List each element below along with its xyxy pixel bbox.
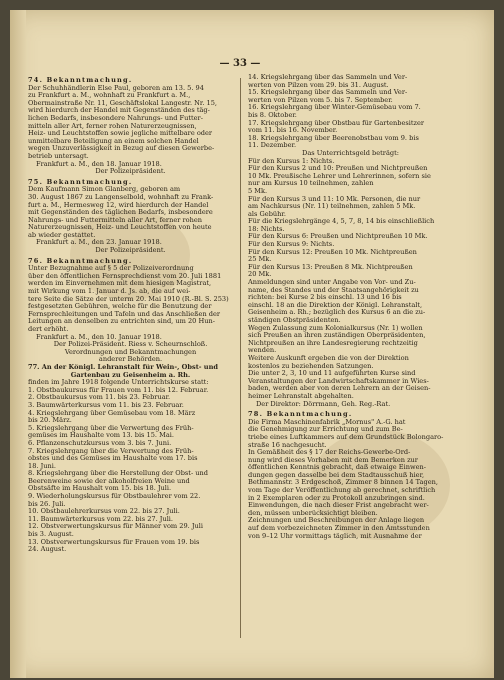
text-line: 12. Obstverwertungskursus für Männer vom 29. Juli (28, 523, 203, 531)
text-line: 1. Obstbaukursus für Frauen vom 11. bis 12. Februar. (28, 386, 209, 394)
text-line: Obermainstraße Nr. 11, Geschäftslokal Langestr. Nr. 15, (28, 99, 218, 107)
text-line: 25 Mk. (248, 256, 272, 264)
text-line: Für den Kursus 13: Preußen 8 Mk. Nichtpreußen (248, 263, 413, 271)
text-line: Frankfurt a. M., den 10. Januar 1918. (36, 333, 162, 341)
text-line: 18: Nichts. (248, 225, 285, 233)
text-line: triebe eines Luftkammers auf dem Grundstück Bolongaro- (248, 433, 444, 441)
text-line: werten von Pilzen vom 29. bis 31. August. (248, 81, 389, 89)
text-line: am Nachkursus (Nr. 11) teilnehmen, zahlen 5 Mk. (248, 203, 416, 211)
text-line: Veranstaltungen der Landwirtschaftskammer in Wies- (248, 377, 429, 385)
text-line: Der Direktor: Dörrmann, Geh. Reg.-Rat. (256, 400, 391, 408)
text-line: 11. Baumwärterkursus vom 22. bis 27. Juli. (28, 515, 174, 523)
section-heading: 76. Bekanntmachung. (28, 257, 133, 265)
text-line: Die Firma Maschinenfabrik „Mornus" A.-G. hat (248, 418, 406, 426)
text-line: 10 Mk. Preußische Lehrer und Lehrerinnen, sofern sie (248, 172, 431, 180)
text-line: gemüses im Haushalte vom 13. bis 15. Mai. (28, 432, 174, 440)
text-line: Der Polizeipräsident. (95, 168, 166, 176)
text-line: Für den Kursus 3 und 11: 10 Mk. Personen, die nur (248, 195, 421, 203)
text-line: Für den Kursus 12: Preußen 10 Mk. Nichtpreußen (248, 248, 417, 256)
text-line: die Genehmigung zur Errichtung und zum Be- (248, 426, 403, 434)
text-line: öffentlichen Kenntnis gebracht, daß etwaige Einwen- (248, 464, 426, 472)
page-number: — 33 — (219, 58, 261, 69)
text-line: 10. Obstbaulehrerkursus vom 22. bis 27. Juli. (28, 508, 180, 516)
text-line: Für den Kursus 9: Nichts. (248, 241, 335, 249)
text-line: richten: bei Kurse 2 bis einschl. 13 und 16 bis (248, 294, 402, 302)
right-column (248, 74, 453, 540)
text-line: kostenlos zu beziehenden Satzungen. (248, 362, 374, 370)
text-line: Das Unterrichtsgeld beträgt: (302, 149, 399, 157)
text-line: Weitere Auskunft ergeben die von der Direktion (248, 354, 409, 362)
text-line: 9. Wiederholungskursus für Obstbaulehrer vom 22. (28, 493, 201, 501)
text-line: 2. Obstbaukursus vom 11. bis 23. Februar. (28, 394, 171, 402)
text-line: Leitungen an denselben zu entrichten sind, um 20 Hun- (28, 318, 215, 326)
text-line: vom 11. bis 16. November. (248, 127, 338, 135)
text-line: Der Schuhhändlerin Else Paul, geboren am 13. 5. 94 (28, 84, 204, 92)
text-line: zu Frankfurt a. M., wohnhaft zu Frankfurt a. M., (28, 92, 191, 100)
text-line: nung wird dieses Vorhaben mit dem Bemerken zur (248, 456, 418, 464)
text-line: 6. Pflanzenschutzkursus vom 3. bis 7. Juni. (28, 439, 172, 447)
text-line: 77. An der Königl. Lehranstalt für Wein-, Obst- und (28, 363, 219, 371)
text-line: 5 Mk. (248, 187, 268, 195)
text-line: ständigen Obstpräsidenten. (248, 317, 341, 324)
text-line: einschl. 18 an die Direktion der Königl. Lehranstalt, (248, 301, 423, 309)
text-line: Beerenweine sowie der alkoholfreien Weine und (28, 477, 190, 485)
text-line: 15. Kriegslehrgang über das Sammeln und Ver- (248, 89, 408, 97)
text-line: Bethmannstr. 3 Erdgeschoß, Zimmer 8 binnen 14 Tagen, (248, 479, 438, 487)
text-line: name, des Standes und der Staatsangehörigkeit zu (248, 286, 419, 294)
text-line: Frankfurt a. M., den 23. Januar 1918. (36, 239, 162, 247)
text-line: Für die Kriegslehrgänge 4, 5, 7, 8, 14 bis einschließlich (248, 218, 435, 226)
column-divider (240, 78, 241, 638)
text-line: 8. Kriegslehrgang über die Herstellung der Obst- und (28, 470, 208, 478)
text-line: Unter Bezugnahme auf § 5 der Polizeiverordnung (28, 265, 194, 273)
binding-edge (10, 10, 26, 678)
text-line: Anmeldungen sind unter Angabe von Vor- und Zu- (248, 279, 416, 287)
text-line: bis 26. Juli. (28, 500, 66, 508)
text-line: Heiz- und Leuchtstoffen sowie jegliche mittelbare oder (28, 130, 213, 138)
text-line: obstes und des Gemüses im Haushalte vom 17. bis (28, 455, 198, 463)
text-line: bis 8. Oktober. (248, 111, 297, 119)
text-line: 14. Kriegslehrgang über das Sammeln und Ver- (248, 74, 408, 81)
text-line: festgesetzten Gebühren, welche für die Benutzung der (28, 303, 212, 311)
text-line: Naturerzeugnissen, Heiz- und Leuchtstoffen von heute (28, 224, 212, 232)
text-line: heimer Lehranstalt abgehalten. (248, 392, 354, 400)
text-line: 17. Kriegslehrgang über Obstbau für Gartenbesitzer (248, 119, 425, 127)
text-line: Der Polizeipräsident. (95, 247, 166, 255)
text-line: über den öffentlichen Fernsprechdienst vom 20. Juli 1881 (28, 272, 222, 280)
text-line: baden, werden aber von deren Lehrern an der Geisen- (248, 385, 431, 393)
text-line: bis 20. März. (28, 417, 72, 425)
text-line: 16. Kriegslehrgang über Winter-Gemüsebau vom 7. (248, 104, 421, 112)
text-line: Für den Kursus 6: Preußen und Nichtpreußen 10 Mk. (248, 233, 428, 241)
text-line: werden im Einvernehmen mit dem hiesigen Magistrat, (28, 280, 212, 288)
text-line: in 2 Exemplaren oder zu Protokoll anzubringen sind. (248, 494, 425, 502)
text-line: dert erhöht. (28, 326, 69, 333)
text-line: unmittelbare Beteiligung an einem solchen Handel (28, 137, 199, 145)
text-line: lichen Bedarfs, insbesondere Nahrungs- und Futter- (28, 114, 203, 122)
text-line: mit Gegenständen des täglichen Bedarfs, insbesondere (28, 209, 213, 217)
text-line: In Gemäßheit des § 17 der Reichs-Gewerbe-Ord- (248, 449, 411, 457)
text-line: Dem Kaufmann Simon Glanberg, geboren am (28, 186, 181, 194)
text-line: von 9–12 Uhr vormittags täglich, mit Ausnahme der (248, 532, 422, 540)
text-line: Für den Kursus 2 und 10: Preußen und Nichtpreußen (248, 165, 428, 173)
text-line: vom Tage der Veröffentlichung ab gerechnet, schriftlich (248, 487, 436, 495)
text-line: Für den Kursus 1: Nichts. (248, 157, 335, 165)
text-line: Nahrungs- und Futtermitteln aller Art, ferner rohen (28, 216, 202, 224)
text-line: 3. Baumwärterkursus vom 11. bis 23. Februar. (28, 401, 184, 409)
text-line: Gartenbau zu Geisenheim a. Rh. (70, 371, 191, 379)
text-line: 24. August. (28, 546, 67, 554)
text-line: finden im Jahre 1918 folgende Unterrichtskurse statt: (28, 379, 209, 387)
text-line: wird hierdurch der Handel mit Gegenständen des täg- (28, 107, 210, 115)
text-line: ab wieder gestattet. (28, 231, 96, 239)
text-line: Frankfurt a. M., den 18. Januar 1918. (36, 160, 162, 168)
text-line: dungen gegen dasselbe bei dem Stadtausschuß hier, (248, 471, 425, 479)
text-line: werten von Pilzen vom 5. bis 7. September. (248, 96, 393, 104)
text-line: 18. Kriegslehrgang über Beerenobstbau vom 9. bis (248, 134, 419, 142)
text-line: 13. Obstverwertungskursus für Frauen vom 19. bis (28, 538, 200, 546)
text-line: tere Seite die Sätze der unterm 20. Mai 1910 (R.-Bl. S. 253) (28, 295, 229, 303)
text-line: anderer Behörden. (98, 356, 163, 364)
text-line: auf dem vorbezeichneten Zimmer in den Amtsstunden (248, 525, 430, 533)
text-line: den, müssen unberücksichtigt bleiben. (248, 509, 378, 517)
text-line: Verordnungen und Bekanntmachungen (64, 348, 197, 356)
text-line: wegen Unzuverlässigkeit in Bezug auf diesen Gewerbe- (28, 145, 215, 153)
text-line: Der Polizei-Präsident. Riess v. Scheurnschloß. (53, 341, 208, 349)
text-line: 11. Dezember. (248, 142, 297, 150)
text-line: nur am Kursus 10 teilnehmen, zahlen (248, 180, 374, 188)
text-line: Fernsprechleitungen und Tafeln und das Anschließen der (28, 310, 221, 318)
document-page (10, 10, 494, 678)
text-line: Einwendungen, die nach dieser Frist angebracht wer- (248, 502, 429, 510)
text-line: 5. Kriegslehrgang über die Verwertung des Früh- (28, 424, 194, 432)
text-line: Zeichnungen und Beschreibungen der Anlage liegen (248, 517, 425, 525)
text-line: Obstsäfte im Haushalt vom 15. bis 18. Juli. (28, 485, 172, 493)
section-heading: 74. Bekanntmachung. (28, 77, 133, 84)
text-line: furt a. M., Hermesweg 12, wird hierdurch der Handel (28, 201, 209, 209)
text-line: 18. Juni. (28, 462, 56, 470)
text-line: Nichtpreußen an ihre Landesregierung rechtzeitig (248, 339, 418, 347)
text-line: 20 Mk. (248, 271, 272, 279)
left-column (28, 74, 233, 554)
text-line: Die unter 2, 3, 10 und 11 aufgeführten Kurse sind (248, 370, 416, 378)
text-line: mit Wirkung vom 1. Januar d. Js. ab, die auf wei- (28, 288, 191, 296)
text-line: als Gebühr. (248, 210, 286, 218)
text-line: 30. August 1867 zu Langenselbold, wohnhaft zu Frank- (28, 193, 214, 201)
text-line: wenden. (248, 347, 277, 355)
text-line: Geisenheim a. Rh.; bezüglich des Kursus 6 an die zu- (248, 309, 426, 317)
text-line: 4. Kriegslehrgang über Gemüsebau vom 18. März (28, 409, 196, 417)
text-line: mitteln aller Art, ferner rohen Naturerzeugnissen, (28, 122, 197, 130)
text-line: 7. Kriegslehrgang über die Verwertung des Früh- (28, 447, 194, 455)
section-heading: 75. Bekanntmachung. (28, 178, 133, 186)
text-line: betrieb untersagt. (28, 152, 89, 160)
section-heading: 78. Bekanntmachung. (248, 411, 353, 419)
text-line: Wegen Zulassung zum Kolonialkursus (Nr. 1) wollen (248, 324, 423, 332)
text-line: straße 16 nachgesucht. (248, 441, 327, 449)
text-line: sich Preußen an ihren zuständigen Oberpräsidenten, (248, 332, 426, 340)
text-line: bis 3. August. (28, 531, 74, 539)
